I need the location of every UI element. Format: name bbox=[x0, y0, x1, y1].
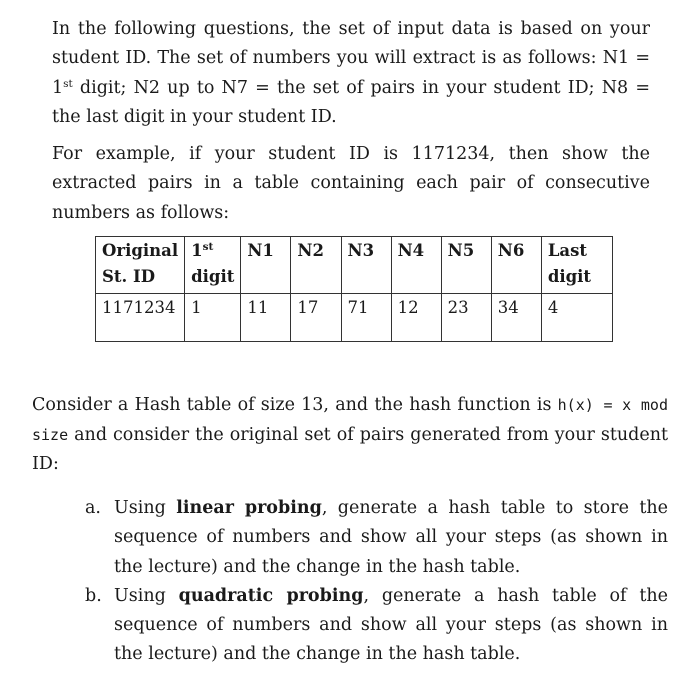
task-b-text bbox=[114, 582, 668, 670]
header-first-number: 1 bbox=[191, 241, 203, 260]
header-n6: N6 bbox=[491, 237, 541, 294]
cell-n2: 17 bbox=[291, 294, 341, 342]
student-id-table bbox=[95, 236, 613, 342]
list-item bbox=[0, 582, 668, 670]
cell-n4: 12 bbox=[391, 294, 441, 342]
task-b-post: , generate a hash table of the sequence of numbers and show all your steps (as shown in the lecture) and the change in the hash table. bbox=[114, 585, 668, 665]
header-n4: N4 bbox=[391, 237, 441, 294]
header-original-line1: Original bbox=[102, 241, 179, 260]
header-n2: N2 bbox=[291, 237, 341, 294]
intro-paragraph bbox=[52, 15, 650, 132]
task-b-pre: Using bbox=[114, 585, 179, 606]
table-row bbox=[96, 294, 613, 342]
task-b-marker: b. bbox=[85, 585, 102, 606]
intro-superscript: st bbox=[63, 77, 73, 90]
cell-last: 4 bbox=[541, 294, 612, 342]
header-last-line1: Last bbox=[547, 241, 588, 260]
table-header-row bbox=[96, 237, 613, 294]
header-original-line2: St. ID bbox=[102, 267, 156, 286]
header-first-digit bbox=[185, 237, 241, 294]
task-a-text bbox=[114, 494, 668, 582]
task-a-marker: a. bbox=[85, 498, 101, 518]
intro-text-2: digit; N2 up to N7 = the set of pairs in your student ID; N8 = the last digit in your student ID. bbox=[52, 77, 650, 127]
hash-intro: Consider a Hash table of size 13, and the hash function is bbox=[32, 395, 558, 415]
cell-n5: 23 bbox=[441, 294, 491, 342]
header-last-digit bbox=[541, 237, 612, 294]
task-b-bold: quadratic probing bbox=[178, 585, 364, 606]
header-n1: N1 bbox=[241, 237, 291, 294]
header-original-st-id bbox=[96, 237, 185, 294]
header-n5: N5 bbox=[441, 237, 491, 294]
task-a-bold: linear probing bbox=[176, 498, 322, 518]
cell-original: 1171234 bbox=[96, 294, 185, 342]
cell-n3: 71 bbox=[341, 294, 391, 342]
intro-text-1: In the following questions, the set of input data is based on your student ID. The set of numbers you will extract is as follows: N1 = 1 bbox=[52, 19, 650, 98]
cell-n6: 34 bbox=[491, 294, 541, 342]
example-paragraph: For example, if your student ID is 1171234, then show the extracted pairs in a table containing each pair of consecutive numbers as follows: bbox=[52, 144, 650, 223]
header-last-line2: digit bbox=[547, 267, 592, 286]
cell-n1: 11 bbox=[241, 294, 291, 342]
task-a-post: , generate a hash table to store the sequence of numbers and show all your steps (as shown in the lecture) and the change in the hash table. bbox=[114, 498, 668, 577]
header-first-line2: digit bbox=[191, 267, 235, 286]
hash-formula: h(x) = x mod size bbox=[32, 396, 668, 444]
task-list bbox=[0, 494, 668, 670]
header-first-sup: st bbox=[202, 241, 214, 253]
header-n3: N3 bbox=[341, 237, 391, 294]
task-a-pre: Using bbox=[114, 498, 177, 518]
hash-paragraph bbox=[32, 391, 668, 480]
list-item bbox=[0, 494, 668, 582]
hash-rest: and consider the original set of pairs generated from your student ID: bbox=[32, 424, 668, 474]
cell-first: 1 bbox=[185, 294, 241, 342]
